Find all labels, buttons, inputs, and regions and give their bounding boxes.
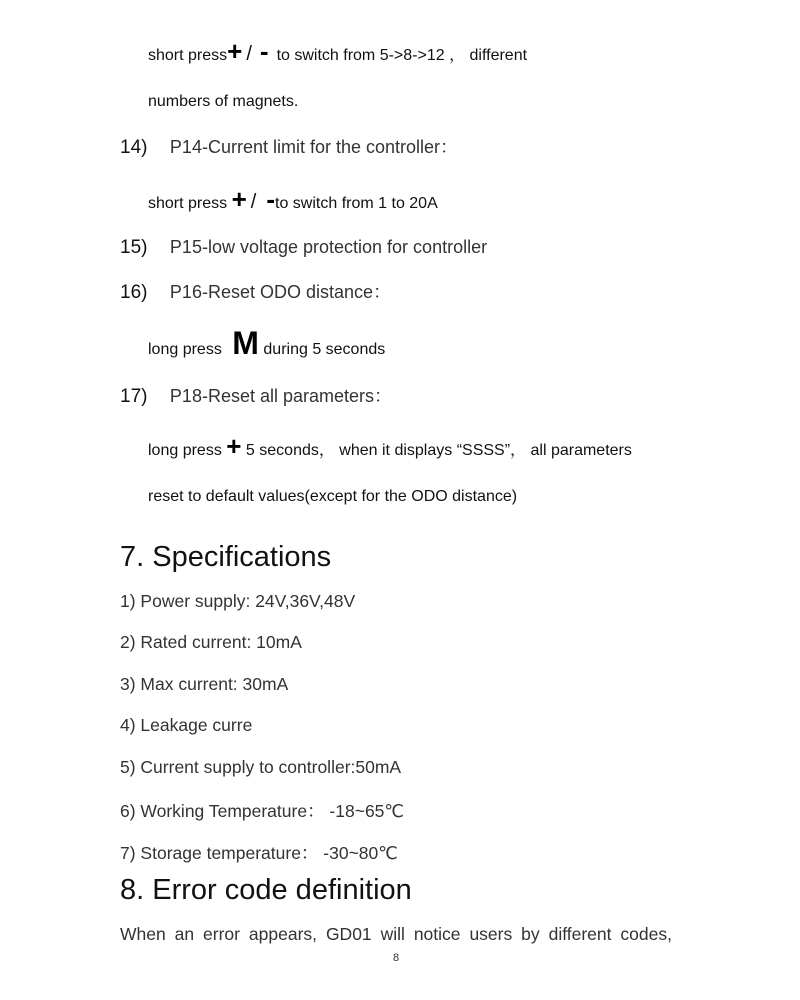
spec-item: 7) Storage temperature： -30~80℃ xyxy=(120,843,398,863)
section-title-error-codes: 8. Error code definition xyxy=(120,874,412,906)
item-heading: P18-Reset all parameters： xyxy=(169,386,393,406)
item-heading: P16-Reset ODO distance： xyxy=(169,282,392,302)
section-title-specifications: 7. Specifications xyxy=(120,541,332,573)
plus-symbol: + xyxy=(231,184,247,214)
section-text: When an error appears, GD01 will notice users by different codes, xyxy=(120,924,672,944)
text: to switch from 5->8->12 ， different xyxy=(276,47,528,64)
plus-symbol: + xyxy=(227,36,243,66)
text: short press xyxy=(148,195,228,212)
page-number: 8 xyxy=(393,952,400,964)
spec-item: 3) Max current: 30mA xyxy=(120,674,289,694)
item-14 xyxy=(120,133,458,159)
instruction-line-1 xyxy=(148,38,527,66)
instruction-line-3 xyxy=(148,186,438,214)
item-number: 17) xyxy=(120,386,148,407)
text: short press xyxy=(148,47,228,64)
minus-symbol: - xyxy=(266,184,276,214)
instruction-line-6: reset to default values(except for the ODO distance) xyxy=(148,488,518,505)
item-16 xyxy=(120,278,391,304)
spec-item: 5) Current supply to controller:50mA xyxy=(120,757,402,777)
plus-symbol: + xyxy=(226,431,242,461)
instruction-line-4 xyxy=(148,327,385,359)
item-15 xyxy=(120,237,487,259)
spec-item: 2) Rated current: 10mA xyxy=(120,632,302,652)
instruction-line-2: numbers of magnets. xyxy=(148,93,299,110)
spec-item: 1) Power supply: 24V,36V,48V xyxy=(120,591,356,611)
spec-item: 6) Working Temperature： -18~65℃ xyxy=(120,801,405,821)
text: long press xyxy=(148,341,222,358)
item-number: 16) xyxy=(120,282,148,303)
item-number: 14) xyxy=(120,137,148,158)
item-17 xyxy=(120,382,392,408)
m-symbol: M xyxy=(232,325,259,361)
item-heading: P14-Current limit for the controller： xyxy=(169,137,459,157)
text: to switch from 1 to 20A xyxy=(275,195,438,212)
spec-item: 4) Leakage curre xyxy=(120,715,253,735)
slash: / xyxy=(250,191,257,213)
item-number: 15) xyxy=(120,237,148,258)
text: 5 seconds， when it displays “SSSS”， all parameters xyxy=(245,442,632,459)
slash: / xyxy=(246,43,252,65)
item-heading: P15-low voltage protection for controller xyxy=(169,237,488,257)
text: long press xyxy=(148,442,222,459)
minus-symbol: - xyxy=(259,36,269,66)
instruction-line-5 xyxy=(148,433,632,460)
text: during 5 seconds xyxy=(263,341,386,358)
